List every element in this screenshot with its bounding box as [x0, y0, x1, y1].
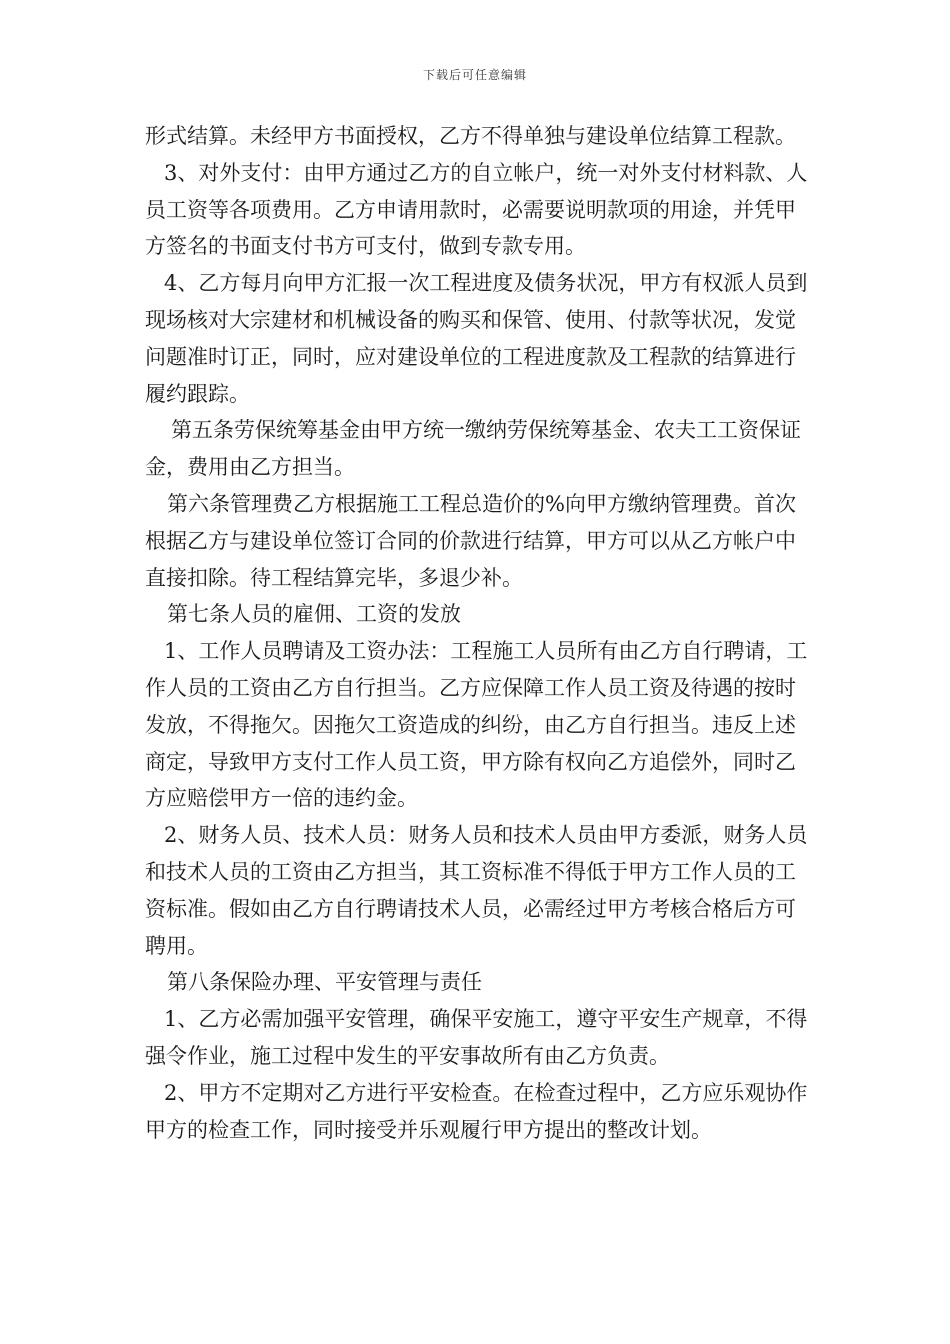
paragraph-article-5: 第五条劳保统筹基金由甲方统一缴纳劳保统筹基金、农夫工工资保证金，费用由乙方担当。	[145, 418, 801, 480]
paragraph-safety-inspection: 2、甲方不定期对乙方进行平安检查。在检查过程中，乙方应乐观协作甲方的检查工作，同时接受并乐观履行甲方提出的整改计划。	[145, 1080, 808, 1142]
page-header: 下载后可任意编辑	[422, 68, 527, 82]
paragraph-article-6: 第六条管理费乙方根据施工工程总造价的%向甲方缴纳管理费。首次根据乙方与建设单位签订合同的价款进行结算，甲方可以从乙方帐户中直接扣除。待工程结算完毕，多退少补。	[145, 491, 796, 590]
paragraph-external-payment: 3、对外支付：由甲方通过乙方的自立帐户，统一对外支付材料款、人员工资等各项费用。乙方申请用款时，必需要说明款项的用途，并凭甲方签名的书面支付书方可支付，做到专款专用。	[145, 160, 808, 259]
paragraph-article-7-title: 第七条人员的雇佣、工资的发放	[167, 602, 461, 627]
paragraph-safety-management: 1、乙方必需加强平安管理，确保平安施工，遵守平安生产规章，不得强令作业，施工过程中发生的平安事故所有由乙方负责。	[145, 1007, 808, 1068]
paragraph-article-8-title: 第八条保险办理、平安管理与责任	[167, 970, 482, 995]
document-body	[145, 118, 815, 1148]
paragraph-monthly-report: 4、乙方每月向甲方汇报一次工程进度及债务状况，甲方有权派人员到现场核对大宗建材和机械设备的购买和保管、使用、付款等状况，发觉问题准时订正，同时，应对建设单位的工程进度款及工程款的结算进行履约跟踪。	[145, 271, 808, 406]
paragraph-settlement: 形式结算。未经甲方书面授权，乙方不得单独与建设单位结算工程款。	[145, 124, 796, 148]
paragraph-staff-hiring: 1、工作人员聘请及工资办法：工程施工人员所有由乙方自行聘请，工作人员的工资由乙方自行担当。乙方应保障工作人员工资及待遇的按时发放，不得拖欠。因拖欠工资造成的纠纷，由乙方自行担当。违反上述商定，导致甲方支付工作人员工资，甲方除有权向乙方追偿外，同时乙方应赔偿甲方一倍的违约金。	[145, 639, 808, 811]
paragraph-finance-tech-staff: 2、财务人员、技术人员：财务人员和技术人员由甲方委派，财务人员和技术人员的工资由乙方担当，其工资标准不得低于甲方工作人员的工资标准。假如由乙方自行聘请技术人员，必需经过甲方考核合格后方可聘用。	[145, 823, 808, 958]
